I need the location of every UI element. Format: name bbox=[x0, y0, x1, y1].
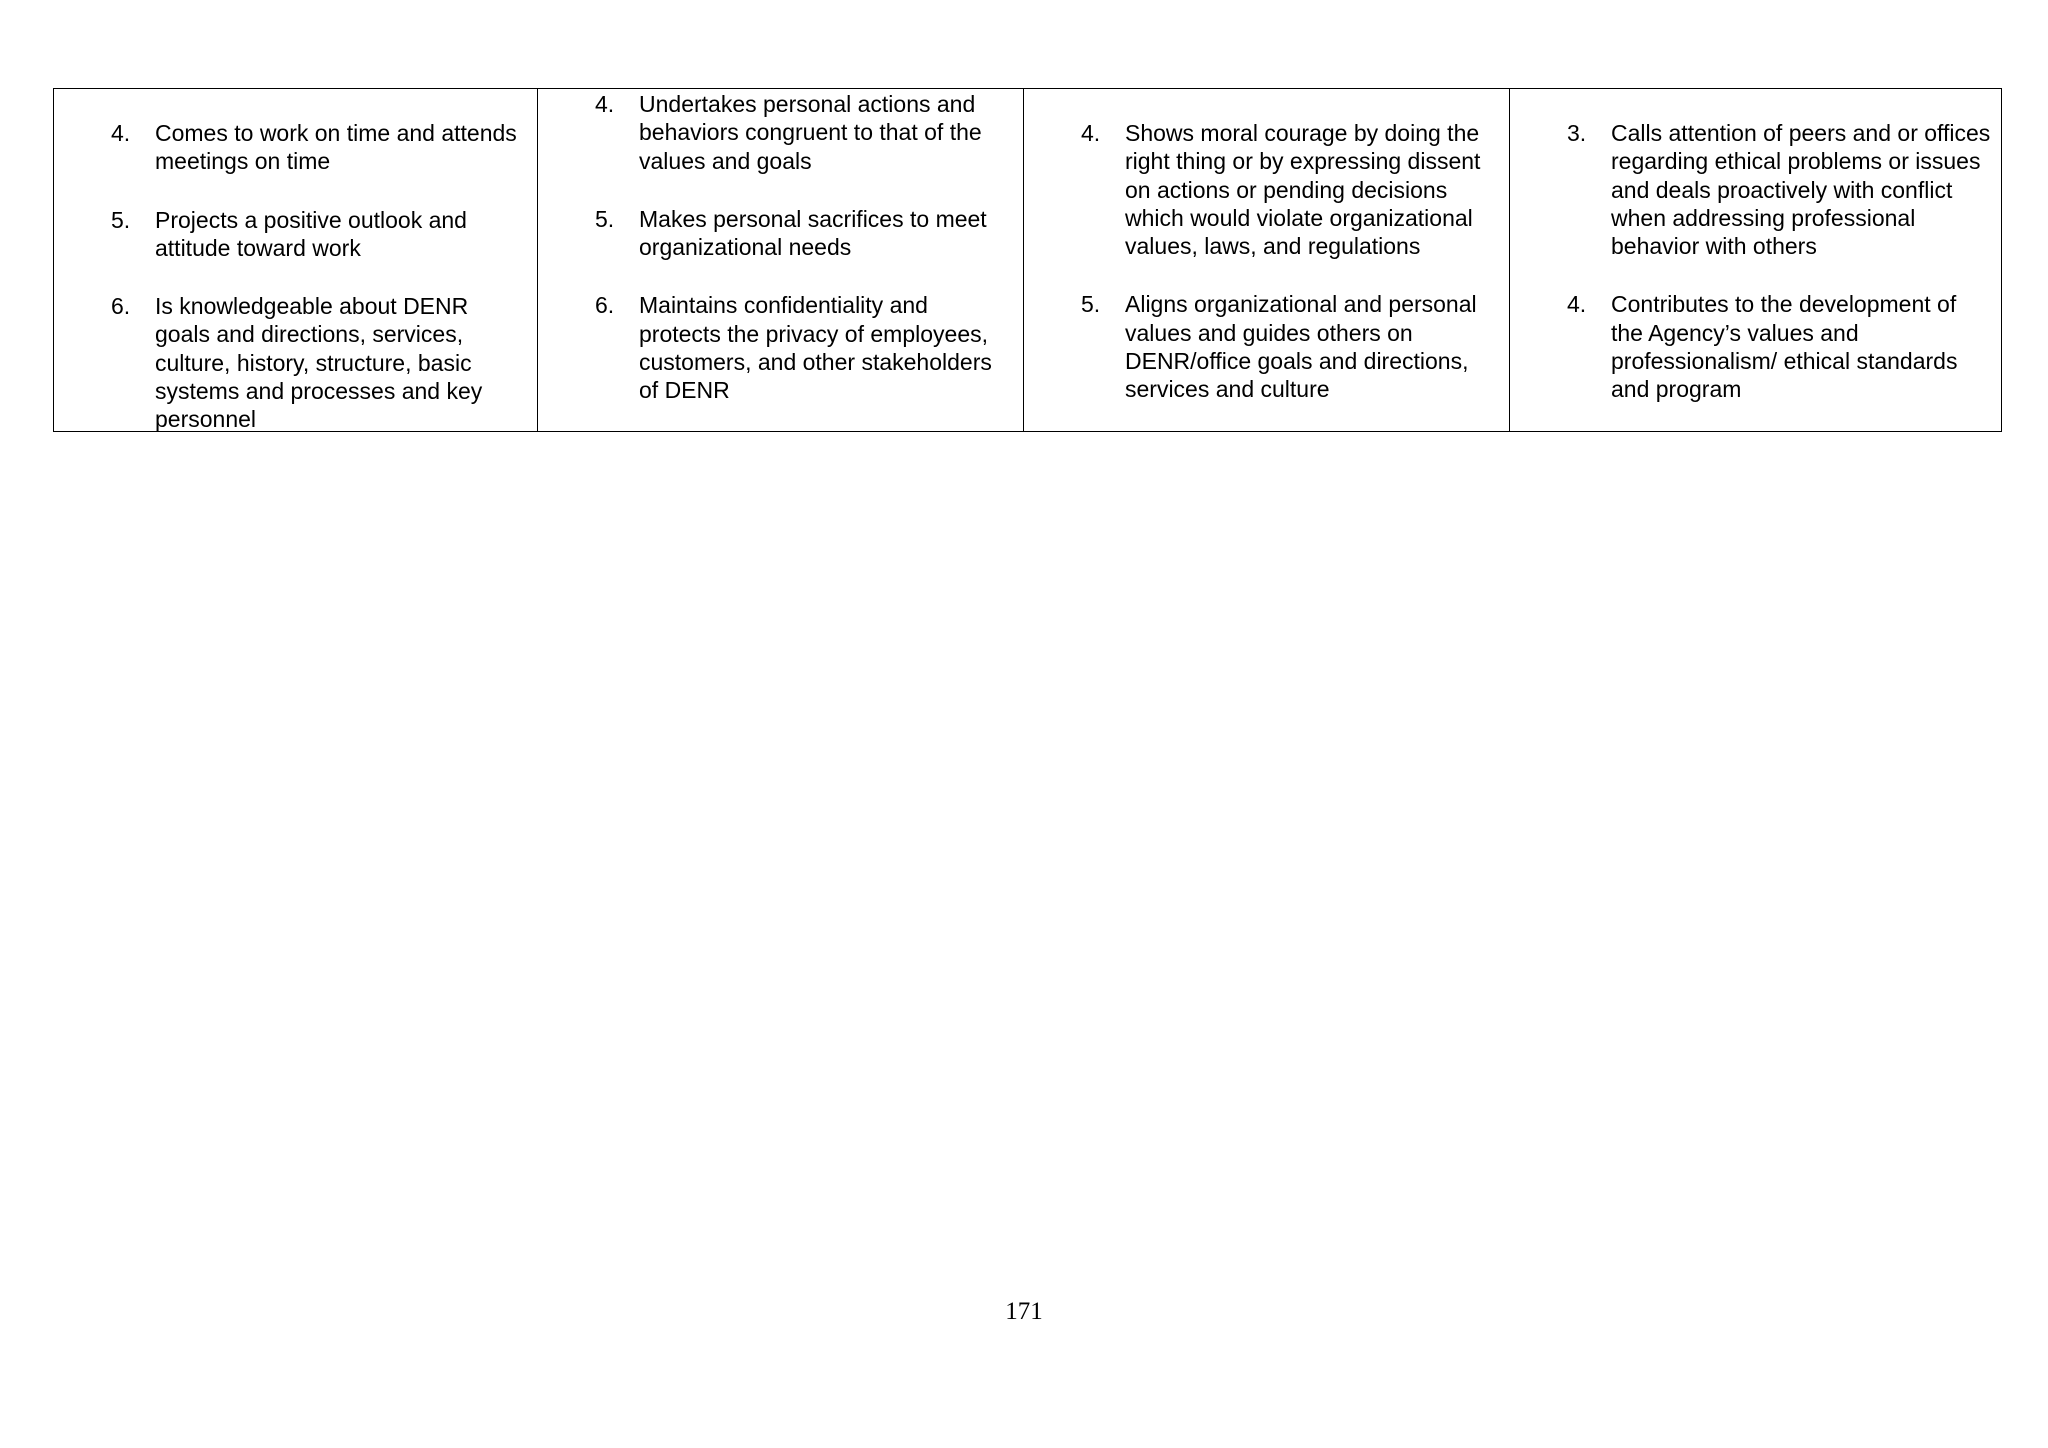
item-text: Undertakes personal actions and behaviors congruent to that of the values and goals bbox=[639, 91, 982, 174]
item-text: Makes personal sacrifices to meet organizational needs bbox=[639, 205, 987, 261]
item-text: Is knowledgeable about DENR goals and directions, services, culture, history, structure, basic systems and processes and key personnel bbox=[155, 293, 483, 433]
list-item bbox=[54, 292, 537, 433]
item-number: 6. bbox=[111, 293, 131, 320]
item-number: 5. bbox=[111, 206, 131, 233]
item-number: 4. bbox=[595, 91, 615, 117]
item-text: Aligns organizational and personal values and guides others on DENR/office goals and directions, services and culture bbox=[1125, 291, 1477, 403]
item-text: Maintains confidentiality and protects the privacy of employees, customers, and other stakeholders of DENR bbox=[639, 292, 992, 404]
table-cell-column-3 bbox=[1024, 89, 1510, 432]
table-cell-column-1 bbox=[54, 89, 538, 432]
competency-table bbox=[53, 88, 2002, 432]
list-item bbox=[1510, 290, 2001, 403]
item-text: Shows moral courage by doing the right thing or by expressing dissent on actions or pending decisions which would violate organizational values, laws, and regulations bbox=[1125, 120, 1481, 260]
list-item bbox=[1024, 290, 1509, 403]
item-text: Comes to work on time and attends meetings on time bbox=[155, 120, 517, 175]
item-number: 5. bbox=[1081, 291, 1101, 318]
item-number: 4. bbox=[111, 120, 131, 146]
item-text: Contributes to the development of the Agency’s values and professionalism/ ethical standards and program bbox=[1611, 291, 1958, 403]
list-item bbox=[54, 206, 537, 263]
table-row bbox=[54, 89, 2002, 432]
item-number: 3. bbox=[1567, 120, 1587, 146]
page-number: 171 bbox=[1005, 1298, 1043, 1325]
list-item bbox=[538, 291, 1023, 404]
item-number: 6. bbox=[595, 292, 615, 319]
list-item bbox=[1024, 119, 1509, 260]
table-cell-column-4 bbox=[1510, 89, 2002, 432]
list-item bbox=[54, 119, 537, 176]
item-number: 4. bbox=[1081, 120, 1101, 146]
behavior-list bbox=[54, 119, 537, 434]
item-text: Projects a positive outlook and attitude toward work bbox=[155, 206, 467, 261]
list-item bbox=[538, 205, 1023, 262]
list-item bbox=[538, 90, 1023, 175]
item-text: Calls attention of peers and or offices regarding ethical problems or issues and deals proactively with conflict when addressing professional behavior with others bbox=[1611, 120, 1991, 260]
list-item bbox=[1510, 119, 2001, 260]
item-number: 4. bbox=[1567, 291, 1587, 318]
item-number: 5. bbox=[595, 205, 615, 232]
table-cell-column-2 bbox=[538, 89, 1024, 432]
behavior-list bbox=[1510, 119, 2001, 404]
behavior-list bbox=[538, 90, 1023, 405]
behavior-list bbox=[1024, 119, 1509, 404]
